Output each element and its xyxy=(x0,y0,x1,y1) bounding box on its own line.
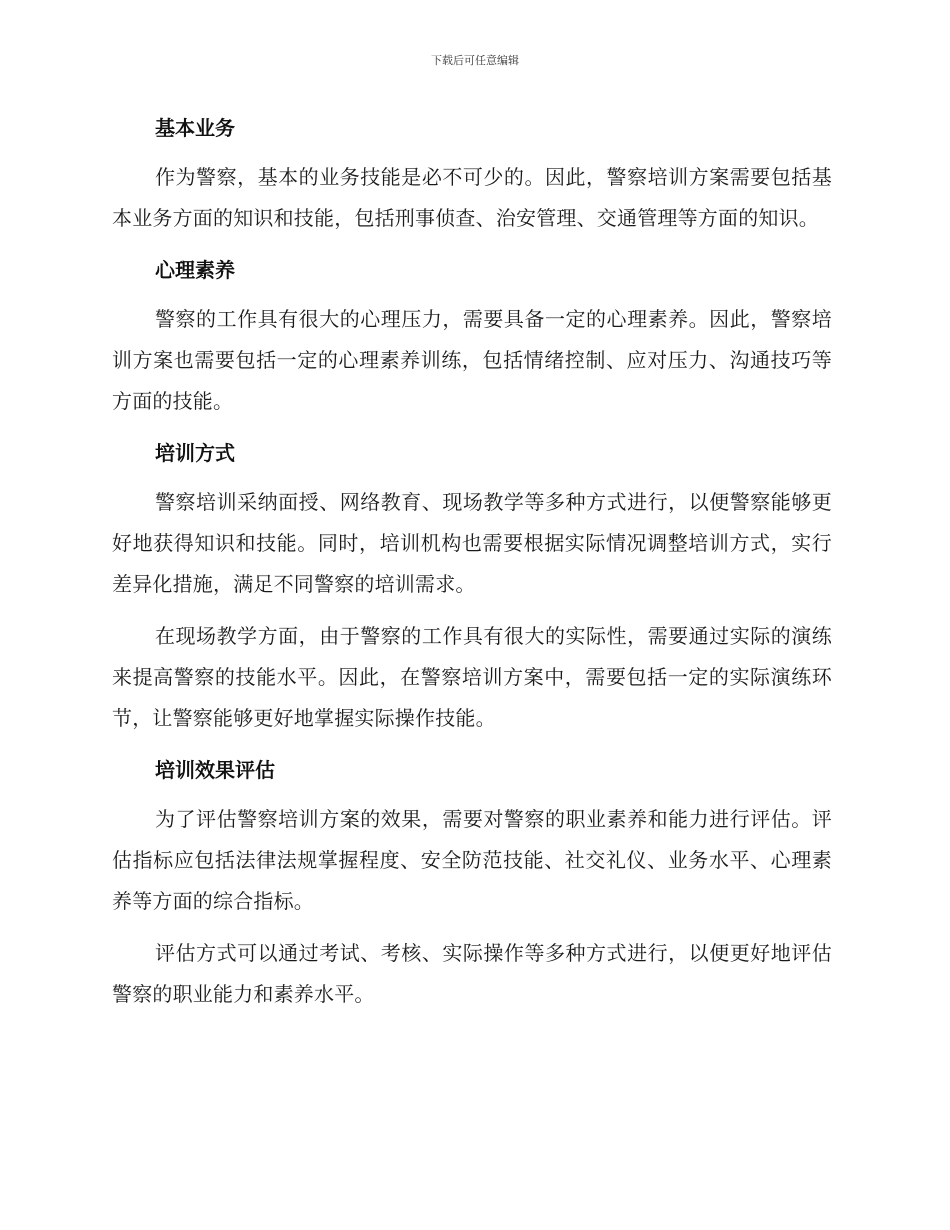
page-header: 下载后可任意编辑 xyxy=(431,54,519,67)
section-heading: 培训效果评估 xyxy=(155,758,275,782)
paragraph: 在现场教学方面，由于警察的工作具有很大的实际性，需要通过实际的演练来提高警察的技能水平。因此，在警察培训方案中，需要包括一定的实际演练环节，让警察能够更好地掌握实际操作技能。 xyxy=(112,624,832,730)
section-basic-business xyxy=(112,108,832,239)
paragraph: 作为警察，基本的业务技能是必不可少的。因此，警察培训方案需要包括基本业务方面的知识和技能，包括刑事侦查、治安管理、交通管理等方面的知识。 xyxy=(112,165,832,230)
paragraph: 评估方式可以通过考试、考核、实际操作等多种方式进行，以便更好地评估警察的职业能力和素养水平。 xyxy=(112,941,832,1006)
section-heading: 培训方式 xyxy=(155,441,235,465)
section-heading: 心理素养 xyxy=(155,258,235,282)
section-psychological-quality xyxy=(112,250,832,422)
section-heading: 基本业务 xyxy=(155,116,235,140)
paragraph: 警察的工作具有很大的心理压力，需要具备一定的心理素养。因此，警察培训方案也需要包括一定的心理素养训练，包括情绪控制、应对压力、沟通技巧等方面的技能。 xyxy=(112,307,832,413)
section-training-methods xyxy=(112,433,832,739)
paragraph: 为了评估警察培训方案的效果，需要对警察的职业素养和能力进行评估。评估指标应包括法律法规掌握程度、安全防范技能、社交礼仪、业务水平、心理素养等方面的综合指标。 xyxy=(112,807,832,913)
document-body xyxy=(112,108,832,1026)
paragraph: 警察培训采纳面授、网络教育、现场教学等多种方式进行，以便警察能够更好地获得知识和技能。同时，培训机构也需要根据实际情况调整培训方式，实行差异化措施，满足不同警察的培训需求。 xyxy=(112,490,832,596)
section-training-evaluation xyxy=(112,750,832,1015)
